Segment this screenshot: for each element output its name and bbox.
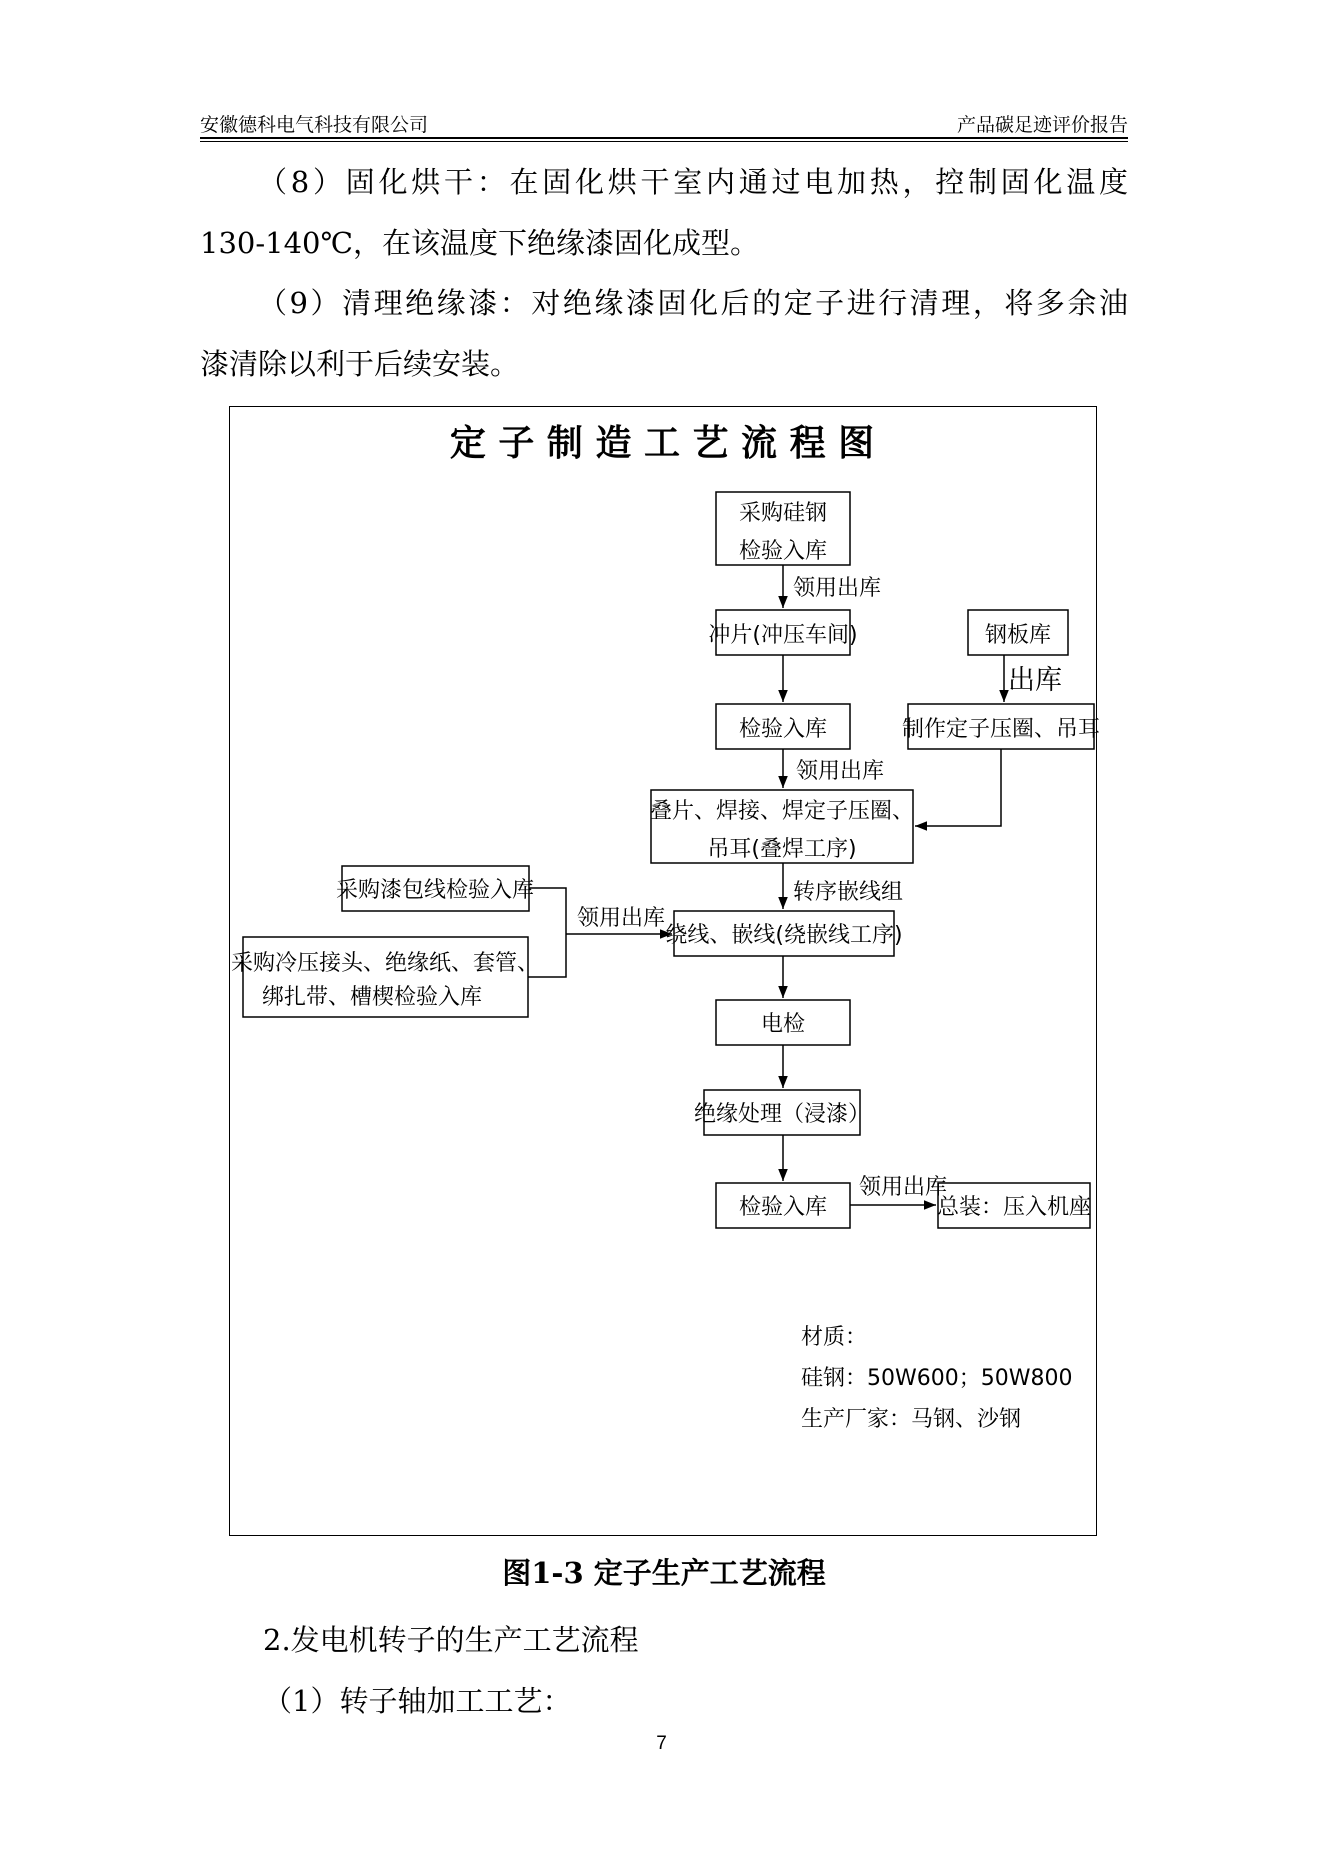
box-label: 制作定子压圈、吊耳 [901,717,1101,742]
figure-caption: 图1-3 定子生产工艺流程 [502,1556,826,1590]
box-label: 冲片(冲压车间) [708,623,858,648]
box-label: 绕线、嵌线(绕嵌线工序) [665,923,903,948]
box-label: 采购漆包线检验入库 [335,878,535,903]
box-label: 绝缘处理（浸漆） [693,1102,871,1127]
box-label: 绑扎带、槽楔检验入库 [261,985,483,1010]
material-note: 材质： [801,1325,868,1350]
box-label: 电检 [760,1012,806,1037]
header-company: 安徽德科电气科技有限公司 [200,114,429,136]
material-note: 硅钢：50W600；50W800 [801,1366,1073,1391]
subsection-heading: （1）转子轴加工工艺： [263,1684,572,1718]
box-label: 钢板库 [984,623,1052,648]
paragraph-line: 漆清除以利于后续安装。 [200,347,520,381]
box-label: 检验入库 [738,539,828,564]
arrow-ring-to-stack [915,749,1001,826]
material-note: 生产厂家：马钢、沙钢 [801,1407,1022,1432]
box-label: 叠片、焊接、焊定子压圈、 [649,799,915,824]
paragraph-line: （8）固化烘干：在固化烘干室内通过电加热，控制固化温度 [258,165,1128,199]
box-label: 检验入库 [738,717,828,742]
section-heading: 2.发电机转子的生产工艺流程 [263,1623,639,1657]
edge-label: 领用出库 [577,906,666,931]
edge-label: 领用出库 [793,576,882,601]
box-label: 检验入库 [738,1195,828,1220]
flowchart-title: 定 子 制 造 工 艺 流 程 图 [449,423,875,464]
paragraph-line: 130-140℃，在该温度下绝缘漆固化成型。 [200,226,759,260]
edge-label: 出库 [1008,665,1062,696]
box-label: 吊耳(叠焊工序) [707,837,857,862]
edge-label: 领用出库 [859,1175,948,1200]
box-label: 采购硅钢 [738,501,828,526]
edge-label: 转序嵌线组 [793,880,904,905]
edge-label: 领用出库 [796,759,885,784]
paragraph-line: （9）清理绝缘漆：对绝缘漆固化后的定子进行清理，将多余油 [258,286,1128,320]
header-report-title: 产品碳足迹评价报告 [956,114,1128,136]
page-number: 7 [656,1733,667,1754]
box-label: 采购冷压接头、绝缘纸、套管、 [230,951,540,976]
box-label: 总装：压入机座 [936,1195,1092,1220]
